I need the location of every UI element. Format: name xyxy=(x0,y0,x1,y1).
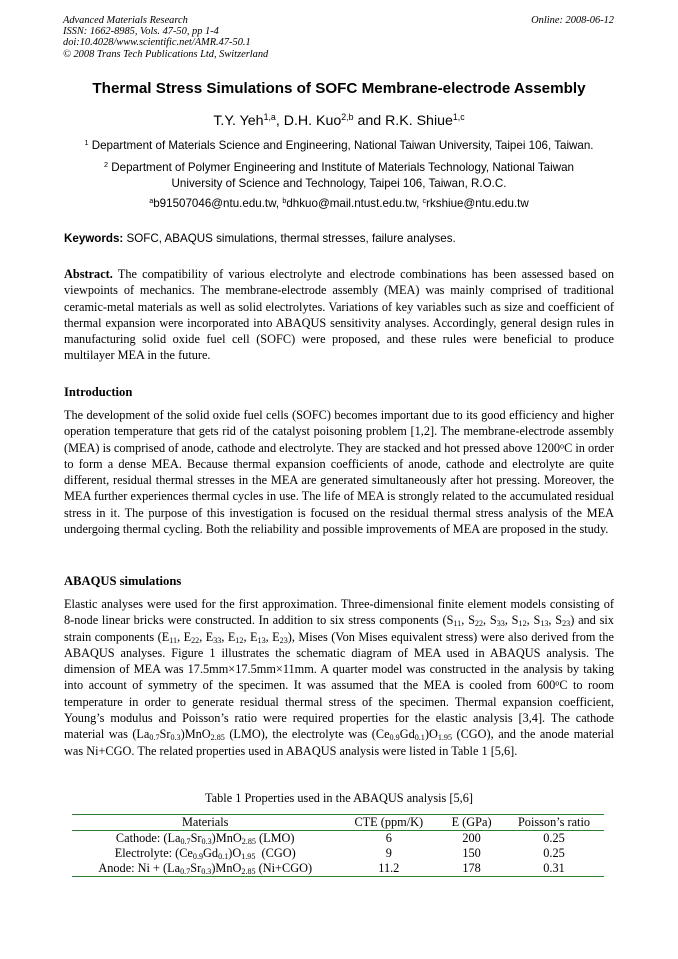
subscript: 23 xyxy=(279,635,288,645)
cell-text: )MnO xyxy=(211,861,242,875)
keywords-text: SOFC, ABAQUS simulations, thermal stresses, failure analyses. xyxy=(126,232,456,245)
email-separator: , xyxy=(416,197,423,210)
affiliation-superscript: 1 xyxy=(84,138,89,148)
paragraph-text: , S xyxy=(548,613,563,628)
email-list xyxy=(40,197,638,210)
abstract-label: Abstract. xyxy=(64,267,113,281)
paragraph-text: Elastic analyses were used for the first approximation. Three-dimensional finite element models consisting of 8-node linear bricks were constructed. In addition to six stress components (S xyxy=(64,597,614,628)
cell-text: )MnO xyxy=(211,831,242,845)
paragraph-text: , E xyxy=(199,629,214,644)
email-address: rkshiue@ntu.edu.tw xyxy=(426,197,529,210)
modulus-cell: 178 xyxy=(439,861,504,877)
properties-table xyxy=(72,814,604,877)
cell-text: Electrolyte: (Ce xyxy=(114,846,193,860)
column-header: Poisson’s ratio xyxy=(504,815,604,831)
cell-text: (LMO) xyxy=(255,831,295,845)
online-date-text: Online: 2008-06-12 xyxy=(531,15,614,26)
author-superscript: 2,b xyxy=(341,112,354,123)
subscript: 12 xyxy=(235,635,244,645)
cell-text: (CGO) xyxy=(255,846,296,860)
subscript: 0.3 xyxy=(170,733,181,743)
poisson-cell: 0.25 xyxy=(543,846,565,860)
table-header-row xyxy=(72,815,604,831)
column-header: E (GPa) xyxy=(439,815,504,831)
table-row xyxy=(72,846,604,861)
subscript: 0.3 xyxy=(201,867,212,877)
cell-text: Gd xyxy=(203,846,219,860)
abstract-text: The compatibility of various electrolyte and electrode combinations has been assessed based on viewpoints of mechanics. The membrane-electrode assembly (MEA) was mainly comprised of traditional ceramic-metal materials as well as solid electrolytes. Variations of key variables such as size and coefficient of thermal expansion were incorporated into ABAQUS sensitivity analyses. Accordingly, general design rules in manufacturing solid oxide fuel cell (SOFC) were proposed, and these rules were beneficial to produce multilayer MEA in the future. xyxy=(64,267,614,363)
keywords xyxy=(64,232,624,245)
subscript: 23 xyxy=(562,619,571,629)
material-cell xyxy=(72,846,338,861)
copyright-line: © 2008 Trans Tech Publications Ltd, Switzerland xyxy=(63,48,269,60)
column-header: CTE (ppm/K) xyxy=(338,815,439,831)
subscript: 2.85 xyxy=(241,837,256,847)
introduction-paragraph xyxy=(64,407,614,537)
cte-cell: 11.2 xyxy=(338,861,439,877)
affiliation-superscript: 2 xyxy=(104,160,109,170)
paragraph-text: ) and six strain components (E xyxy=(64,613,614,644)
paragraph-text: Gd xyxy=(399,727,415,742)
abstract xyxy=(64,266,614,364)
subscript: 0.9 xyxy=(389,733,400,743)
introduction-heading: Introduction xyxy=(64,385,133,399)
author-name: R.K. Shiue xyxy=(385,113,453,129)
subscript: 0.7 xyxy=(180,837,191,847)
subscript: 2.85 xyxy=(210,733,225,743)
author-name: D.H. Kuo xyxy=(283,113,342,129)
affiliation-2 xyxy=(40,160,638,191)
paragraph-text: ), Mises (Von Mises equivalent stress) were also derived from the ABAQUS analyses. Figure 1 illustrates the schematic diagram of MEA used in ABAQUS analysis. The dimension of MEA was 17.5mm×17.5mm×11mm. A quarter model was constructed in the analysis by taking into account of symmetry of the specimen. It was assumed that the MEA is cooled from 600 xyxy=(64,629,614,693)
cell-text: )O xyxy=(228,846,242,860)
subscript: 22 xyxy=(191,635,200,645)
abaqus-paragraph xyxy=(64,596,614,759)
email-superscript: b xyxy=(282,196,287,206)
degree-sign: o xyxy=(560,440,565,450)
author-list xyxy=(40,113,638,129)
column-header: Materials xyxy=(72,815,338,831)
subscript: 0.1 xyxy=(218,852,229,862)
modulus-cell: 200 xyxy=(462,831,481,845)
online-date xyxy=(531,15,614,26)
author-superscript: 1,a xyxy=(263,112,276,123)
email-separator: , xyxy=(275,197,283,210)
affiliation-text: University of Science and Technology, Taipei 106, Taiwan, R.O.C. xyxy=(171,176,507,190)
affiliation-text: Department of Materials Science and Engineering, National Taiwan University, Taipei 106, Taiwan. xyxy=(91,139,594,152)
email-address: b91507046@ntu.edu.tw xyxy=(153,197,276,210)
author-separator: and xyxy=(353,113,386,129)
email-superscript: c xyxy=(422,196,427,206)
cte-cell: 9 xyxy=(385,846,392,860)
degree-sign: o xyxy=(555,678,560,688)
abaqus-heading: ABAQUS simulations xyxy=(64,574,182,588)
cell-text: (Ni+CGO) xyxy=(255,861,313,875)
author-superscript: 1,c xyxy=(452,112,465,123)
table-row xyxy=(72,861,604,877)
paragraph-text: , E xyxy=(243,629,258,644)
issn-line: ISSN: 1662-8985, Vols. 47-50, pp 1-4 xyxy=(63,26,219,38)
subscript: 0.1 xyxy=(414,733,425,743)
cell-text: Sr xyxy=(190,831,202,845)
subscript: 11 xyxy=(169,635,178,645)
paragraph-text: )O xyxy=(424,727,438,742)
affiliation-1 xyxy=(40,138,638,154)
subscript: 11 xyxy=(453,619,462,629)
email-address: dhkuo@mail.ntust.edu.tw xyxy=(286,197,417,210)
cell-text: Sr xyxy=(190,861,202,875)
subscript: 33 xyxy=(213,635,222,645)
journal-name: Advanced Materials Research xyxy=(63,15,188,26)
paragraph-text: , E xyxy=(177,629,192,644)
paragraph-text: C to room temperature in order to generate residual thermal stress of the specimen. Thermal expansion coefficient, Young’s modulus and Poisson’s ratio were required properties for the elastic analysis [3,4]. The cathode material was (La xyxy=(64,678,614,742)
subscript: 1.95 xyxy=(437,733,453,743)
affiliation-text: Department of Polymer Engineering and Institute of Materials Technology, National Taiwan xyxy=(111,161,574,174)
author-name: T.Y. Yeh xyxy=(213,113,264,129)
modulus-cell: 150 xyxy=(462,846,481,860)
subscript: 0.3 xyxy=(201,837,212,847)
table-row xyxy=(72,831,604,847)
poisson-cell: 0.31 xyxy=(504,861,604,877)
paragraph-text: C in order to form a dense MEA. Because thermal expansion coefficients of anode, cathode and electrolyte are quite different, residual thermal stresses in the MEA are generated simultaneously after hot pressing. Moreover, the MEA further experiences thermal cycles in use. The life of MEA is strongly related to the accumulated residual stress in it. The purpose of this investigation is focused on the residual thermal stress analysis of the MEA undergoing thermal cycling. Both the reliability and possible improvements of MEA are proposed in the study. xyxy=(64,440,614,537)
keywords-label: Keywords: xyxy=(64,232,124,245)
cell-text: Cathode: (La xyxy=(115,831,181,845)
paragraph-text: (LMO), the electrolyte was (Ce xyxy=(224,727,390,742)
subscript: 0.7 xyxy=(149,733,160,743)
paragraph-text: , E xyxy=(221,629,236,644)
author-separator: , xyxy=(275,113,284,129)
subscript: 33 xyxy=(496,619,505,629)
subscript: 0.9 xyxy=(192,852,204,862)
subscript: 22 xyxy=(474,619,484,629)
publication-header xyxy=(63,15,268,60)
paragraph-text: )MnO xyxy=(180,727,211,742)
paragraph-text: , E xyxy=(265,629,280,644)
paragraph-text: The development of the solid oxide fuel cells (SOFC) becomes important due to its good efficiency and higher operation temperature that gets rid of the catalyst poisoning problem [1,2]. The membrane-electrode assembly (MEA) is comprised of anode, cathode and electrolyte. They are stacked and hot pressed above 1200 xyxy=(64,408,614,455)
paragraph-text: , S xyxy=(483,613,497,628)
material-cell xyxy=(72,861,338,877)
subscript: 0.7 xyxy=(180,867,191,877)
paper-title: Thermal Stress Simulations of SOFC Membrane-electrode Assembly xyxy=(92,80,586,97)
poisson-cell: 0.25 xyxy=(543,831,565,845)
paragraph-text: , S xyxy=(504,613,519,628)
table-caption: Table 1 Properties used in the ABAQUS analysis [5,6] xyxy=(205,791,473,805)
cell-text: Anode: Ni + (La xyxy=(98,861,181,875)
subscript: 13 xyxy=(257,635,266,645)
material-cell xyxy=(72,831,338,847)
paragraph-text: Sr xyxy=(159,727,171,742)
doi-line: doi:10.4028/www.scientific.net/AMR.47-50.1 xyxy=(63,37,251,49)
subscript: 1.95 xyxy=(241,852,256,862)
subscript: 12 xyxy=(518,619,527,629)
cte-cell: 6 xyxy=(385,831,392,845)
paragraph-text: , S xyxy=(461,613,475,628)
paragraph-text: , S xyxy=(526,613,541,628)
email-superscript: a xyxy=(149,196,154,206)
subscript: 13 xyxy=(540,619,549,629)
subscript: 2.85 xyxy=(241,867,256,877)
paragraph-text: (CGO), and the anode material was Ni+CGO. The related properties used in ABAQUS analysis were listed in Table 1 [5,6]. xyxy=(64,727,614,758)
